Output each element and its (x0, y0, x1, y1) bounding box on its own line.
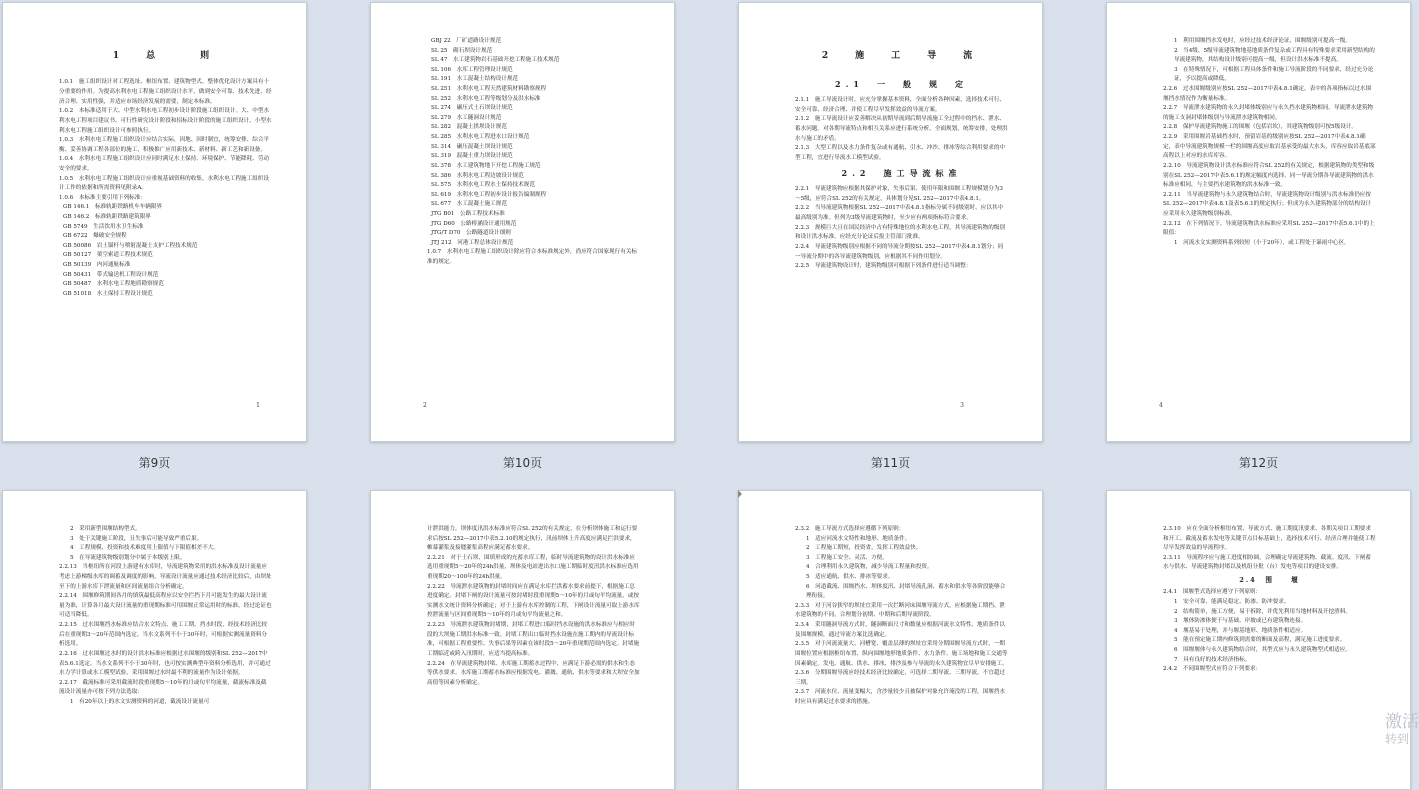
clause-text: 2 采用新型围堰结构型式。 (70, 526, 141, 532)
clause-text: 2 结构简单，施工方便，易于拆除，并优先利用当地材料及开挖渣料。 (1174, 608, 1351, 615)
clause-text: 2.2.2 当导流建筑物根据SL 252—2017中表4.8.1指标分属不同级别时，应以其中最高级别为准。但列为3级导流建筑物时，至少应有两项指标符合要求。 (795, 205, 1004, 222)
clause-text: 2.2.23 导流泄水建筑物封堵期，封堵工程进口临时挡水设施的洪水标准应与相应时段的大坝施工期洪水标准一致。封堵工程出口临时挡水设施在施工期内的导流设计标准，可根据工程重要性、失事后果等因素在该时段5～20年重现期范围内选定。封堵施工期临近或跨入汛期时，应适当提高标准。 (427, 622, 640, 657)
standard-ref-line: SL 274 碾压式土石坝设计规范 (431, 105, 513, 112)
chapter-title: 1 总 则 (112, 51, 219, 61)
standard-ref-line: GBJ 22 厂矿道路设计规范 (431, 38, 502, 44)
standard-ref-line: SL 106 水库工程管理设计规范 (431, 66, 513, 73)
standard-ref-line: JTG D60 公路桥涵设计通用规范 (431, 220, 517, 227)
document-page[interactable] (1106, 2, 1411, 442)
clause-text: 1 利用围堰挡水发电时，应经过技术经济论证，围堰级别可提高一级。 (1174, 38, 1351, 44)
clause-text: 2 当4级、5级导流建筑物地基地质条件复杂或工程具有特殊要求采用新型结构的导流建筑物，其结构设计级别可提高一级，但设计洪水标准不提高。 (1174, 47, 1375, 64)
clause-text: 4 工程规模、投资和技术难度用上限值与下限值相差不大。 (70, 545, 219, 552)
clause-text: 2.4.2 不同围堰型式应符合下列要求： (1163, 666, 1262, 673)
clause-text: 2.3.10 应在全面分析枢纽布置、导流方式、施工期度汛要求、各期关项目工期要求和开工、截流及蓄水发电等关键节点目标基础上，选择技术可行、经济合理并能使工程尽早发挥效益的导流程序。 (1163, 526, 1376, 552)
page-caption[interactable]: 第9页 (138, 456, 171, 470)
clause-text: 1.0.7 水利水电工程施工组织设计除应符合本标准规定外，尚应符合国家现行有关标准的规定。 (427, 249, 638, 266)
page-number: 4 (1159, 401, 1163, 409)
clause-text: 2.2.3 规模巨大且在国民经济中占有特殊地位的水利水电工程，其导流建筑物的级别和设计洪水标准，应经充分论证后报主管部门批准。 (795, 224, 1006, 241)
clause-text: 2.2.15 过水围堰挡水标准应结合水文特点、施工工期、挡水时段，经技术经济比较后在重现期3～20年范围内选定。当水文系列不小于30年时，可根据实测流量资料分析选用。 (59, 622, 267, 648)
clause-text: 2.2.22 导流泄水建筑物的封堵时间应在满足水库拦洪蓄水要求前提下，根据施工总进度确定。封堵下闸的设计流量可按封堵时段重现期5～10年的月或旬平均流量，或按实测水文统计资料分析确定；对于上游有水库控制的工程，下闸设计流量可取上游水库控泄流量与区间重现期5～10年的月或旬平均流量之和。 (427, 583, 640, 619)
standard-ref-line: SL 619 水利水电工程初步设计报告编制规程 (431, 191, 547, 198)
standard-ref-line: SL 252 水利水电工程等级划分及洪水标准 (431, 95, 541, 102)
document-page[interactable] (2, 490, 307, 790)
standard-ref-line: SL 314 碾压混凝土坝设计规范 (431, 143, 513, 150)
standard-ref-line: SL 575 水利水电工程水土保持技术规范 (431, 182, 535, 189)
page-caption[interactable]: 第12页 (1238, 456, 1279, 470)
clause-text: 6 河道截流、围堰挡水、坝体度汛、封堵导流孔洞、蓄水和供水等各阶段能够合理衔接。 (806, 583, 1006, 600)
clause-text: 7 具有良好的技术经济指标。 (1174, 656, 1251, 663)
clause-text: 1.0.2 本标准适用于大、中型水利水电工程初步设计阶段施工组织设计。大、中型水利水电工程项目建议书、可行性研究设计阶段和招标设计阶段的施工组织设计，小型水利水电工程施工组织设计可参照执行。 (59, 108, 272, 134)
clause-text: 5 在导流建筑物级别划分中属于本级别上限。 (70, 554, 186, 561)
clause-text: 3 工程施工安全、灵活、方便。 (806, 554, 888, 561)
clause-text: 2.1.3 大型工程以及水力条件复杂或有通航、引水、冲沙、排冰等综合利用要求的中型工程，宜进行导流水工模型试验。 (795, 145, 1006, 161)
clause-text: 2.3.2 施工导流方式选择应遵循下列原则： (795, 526, 905, 532)
clause-text: 6 围堰堰体与永久建筑物结合时，其型式应与永久建筑物型式相适应。 (1174, 647, 1351, 654)
standard-ref-line: SL 191 水工混凝土结构设计规范 (431, 76, 519, 83)
page-number: 3 (960, 401, 964, 409)
clause-text: 4 堰基易于处理，并与堰基地形、地质条件相适应。 (1174, 627, 1307, 634)
standard-ref-line: SL 251 水利水电工程天然建筑材料勘察规程 (431, 86, 547, 93)
standard-ref-line: SL 25 砌石坝设计规范 (431, 47, 493, 54)
page-caption[interactable]: 第10页 (502, 456, 543, 470)
clause-text: 2.3.6 分期围堰导流应经技术经济比较确定，可选择二期导流、三期导流，不宜超过三期。 (795, 670, 1006, 686)
clause-text: 2.2.5 导流建筑物设计时，建筑物级别可根据下列条件进行适当调整： (795, 263, 972, 270)
standard-ref-line: GB 146.1 标准轨距铁路机车车辆限界 (63, 204, 163, 211)
clause-text: 2 工程施工期短，投资省，发挥工程效益快。 (806, 545, 922, 552)
clause-text: 2.2.17 截流标准可采用截流时段重现期5～10年的月或旬平均流量，截流标准及截流设计流量亦可按下列方法选取： (59, 679, 267, 696)
standard-ref-line: JTG B01 公路工程技术标准 (431, 210, 505, 217)
clause-text: 2.3.3 对于河谷狭窄的坝址宜采用一次拦断河床围堰导流方式，应根据施工期挡、泄水建筑物的不同，合理划分初期、中期和后期导流阶段。 (795, 602, 1006, 619)
clause-text: 1.0.3 水利水电工程施工组织设计应结合实际，因地、因时制宜，统筹安排、综合平衡、妥善协调工程各部位的施工，积极推广应用新技术、新材料、新工艺和新设备。 (59, 137, 270, 153)
standard-ref-line: SL 282 混凝土拱坝设计规范 (431, 124, 507, 131)
clause-text: 2.2.1 导流建筑物应根据其保护对象、失事后果、使用年限和围堰工程规模划分为3～5级，应符合SL 252的有关规定，具体划分见SL 252—2017中表4.8.1。 (795, 186, 1003, 202)
standard-ref-line: SL 279 水工隧洞设计规范 (431, 114, 502, 121)
clause-text: 2.3.11 导流程序应与施工进度相协调，合理确定导流建筑物、截流、度汛、下闸蓄水与供水、导流建筑物封堵以及机组分批（台）发电等项目的建设安排。 (1163, 554, 1371, 571)
clause-text: 2.2.8 保护导流建筑物施工的围堰（包括岩坎），其建筑物级别可按5级设计。 (1163, 124, 1357, 131)
clause-text: 3 在特殊情况下，可根据工程具体条件和施工导流阶段的不同要求，经过充分论证，予以提高或降低。 (1174, 66, 1374, 83)
page-caption[interactable]: 第11页 (870, 456, 911, 470)
clause-text: 1.0.1 施工组织设计对工程选址、枢纽布置、建筑物型式、整体优化设计方案具有十分重要的作用。为提高水利水电工程施工组织设计水平，做到安全可靠、技术先进、经济合理、实用性强，并适应市场经济发展的需要，制定本标准。 (59, 79, 272, 105)
clause-text: 2.2.6 过水围堰级别应按SL 252—2017中表4.8.1确定，表中的各项指标以过水围堰挡水情况作为衡量标准。 (1163, 86, 1372, 102)
standard-ref-line: GB 50487 水利水电工程地质勘察规范 (63, 281, 164, 288)
standard-ref-line: GB 50086 岩土锚杆与喷射混凝土支护工程技术规范 (63, 242, 198, 249)
clause-text: 4 合理利用永久建筑物，减少导流工程量和投资。 (806, 564, 933, 571)
clause-text: 2.1.2 施工导流设计应妥善解决从初期导流到后期导流施工全过程中的挡水、泄水、蓄水问题。对各期导流特点和相互关系应进行系统分析，全面规划，统筹安排，处理洪水与施工的矛盾。 (795, 116, 1008, 142)
watermark-line2: 转到 (1385, 732, 1410, 747)
standard-ref-line: JTG/T D70 公路隧道设计细则 (431, 230, 511, 237)
section-heading: 2.2 施工导流标准 (841, 168, 962, 179)
section-heading: 2.1 一 般 规 定 (835, 79, 968, 90)
clause-text: 2.4.1 围堰型式选择应遵守下列原则： (1163, 589, 1262, 596)
standard-ref-line: GB 146.2 标准轨距铁路建筑限界 (63, 214, 151, 220)
document-page[interactable] (738, 490, 1043, 790)
standard-ref-line: GB 51018 水土保持工程设计规范 (63, 290, 153, 297)
clause-text: 2.2.4 导流建筑物级别应根据不同的导流分期按SL 252—2017中表4.8.1划分；同一导流分期中的各导流建筑物级别，应根据其不同作用划分。 (795, 243, 1004, 260)
page-number: 1 (256, 401, 260, 409)
clause-text: 2.2.7 导流泄水建筑物的永久封堵体级别应与永久挡水建筑物相同。导流泄水建筑物的施工支洞封堵体级别与导流泄水建筑物相同。 (1163, 105, 1374, 121)
standard-ref-line: SL 47 水工建筑物岩石基础开挖工程施工技术规范 (431, 57, 560, 64)
document-page[interactable] (738, 2, 1043, 442)
clause-text: 1.0.5 水利水电工程施工组织设计应重视基础资料的收集。水利水电工程施工组织设计工作的依据和所需资料见附录A。 (59, 175, 270, 192)
clause-text: 2.1.1 施工导流设计时，应充分掌握基本资料，全面分析各种因素，选择技术可行、安全可靠、经济合理、并使工程尽早发挥效益的导流方案。 (795, 97, 1006, 113)
clause-text: 2.2.10 导流建筑物设计洪水标准应符合SL 252的有关规定，根据建筑物的类型和级别在SL 252—2017中表5.6.1的规定幅度内选择。同一导流分期各导流建筑物的洪水标准应相同，与主要挡水建筑物的洪水标准一致。 (1163, 162, 1375, 189)
clause-text: 2.2.11 当导流建筑物与永久建筑物结合时，导流建筑物设计级别与洪水标准仍应按SL 252—2017中表4.8.1及表5.6.1的规定执行；但成为永久建筑物部分的结构设计应采用永久建筑物级别标准。 (1163, 191, 1372, 217)
clause-text: 2.2.16 过水围堰过水时的设计洪水标准应根据过水围堰的级别和SL 252—2017中表5.6.1选定。当水文系列不小于30年时，也可按实测典型年资料分析选用，并可通过水力学计算或水工模型试验，采用围堰过水时最不利的流量作为设计依据。 (59, 650, 271, 677)
standard-ref-line: JTJ 212 河港工程总体设计规范 (431, 239, 514, 246)
clause-text: 2.3.5 对于河流流量大、河槽宽、覆盖层薄的坝址宜采用分期围堰导流方式时，一期围堰位置应根据枢纽布置、纵向围堰地形地质条件、水力条件、施工场地和施工交通等因素确定。发电、通航、供水、排冰、排沙及参与导流的永久建筑物宜尽早安排施工。 (795, 641, 1008, 667)
clause-text: 1.0.6 本标准主要引用下列标准： (59, 194, 146, 201)
watermark-line1: 激活 (1385, 712, 1419, 732)
clause-text: 2.2.9 采用围堰岩基础挡水时，预留岩基的级别应按SL 252—2017中表4.8.1确定，表中导流建筑物规模一栏的围堰高度应取岩基承受的最大水头，库容应取岩基底部高程以上对应的水库库容。 (1163, 134, 1376, 160)
scroll-arrow-icon (738, 490, 742, 498)
clause-text: 2.3.7 河流水位、流量变幅大，含沙量较少且被保护对象允许淹没的工程，围堰挡水时应具有满足过水要求的措施。 (795, 689, 1006, 705)
clause-text: 1 有20年以上的水文实测资料的河道，截流设计流量可 (70, 698, 210, 705)
section-heading: 2.4 围 堰 (1239, 576, 1300, 585)
standard-ref-line: GB 50127 架空索道工程技术规范 (63, 252, 153, 259)
document-page[interactable] (1106, 490, 1419, 790)
clause-text: 3 堰体防渗体便于与基础、岸坡或已有建筑物连接。 (1174, 618, 1307, 625)
activation-watermark (1385, 712, 1419, 747)
clause-text: 5 适应通航、供水、排冰等要求。 (806, 574, 894, 581)
clause-text: 2.3.4 采用隧洞导流方式时，隧洞断面尺寸和数量应根据河流水文特性、地质条件以及围堰规模，通过导流方案比选确定。 (795, 622, 1006, 638)
clause-text: 计泄洪能力，坝体度汛洪水标准应符合SL 252的有关规定，在分析坝体施工和运行要求后按SL 252—2017中表5.2.10的规定执行，汛前坝体上升高度应满足拦洪要求，帷幕灌浆及接缝灌浆高程应满足蓄水要求。 (427, 526, 638, 552)
clause-text: 1 河流水文实测资料系列较短（小于20年），或工程处于暴雨中心区。 (1174, 239, 1350, 246)
clause-text: 1.0.4 水利水电工程施工组织设计应同时满足水土保持、环境保护、节能降耗、劳动安全的要求。 (59, 156, 270, 172)
standard-ref-line: GB 50139 内河通航标准 (63, 262, 131, 269)
clause-text: 3 处于关键施工阶段，且失事后可能导致严重后果。 (70, 535, 203, 542)
clause-text: 1 适应河流水文特性和地形、地质条件。 (806, 535, 911, 542)
standard-ref-line: SL 378 水工建筑物地下开挖工程施工规范 (431, 162, 541, 169)
document-page[interactable] (2, 2, 307, 442)
standard-ref-line: SL 319 混凝土重力坝设计规范 (431, 153, 513, 160)
standard-ref-line: GB 6722 爆破安全规程 (63, 233, 127, 240)
clause-text: 2.2.14 围堰修筑期间各月的填筑最低高程应以安全拦挡下月可能发生的最大设计流量为准，计算各月最大设计流量的重现期标准可用围堰正常运用时的标准，经过论证也可适当降低。 (59, 593, 272, 619)
standard-ref-line: SL 677 水工混凝土施工规范 (431, 201, 507, 208)
standard-ref-line: GB 5749 生活饮用水卫生标准 (63, 223, 144, 230)
clause-text: 5 能在预定施工期内修筑到需要的断面及高程，满足施工进度要求。 (1174, 637, 1346, 644)
document-page[interactable] (370, 490, 675, 790)
chapter-title: 2 施 工 导 流 (821, 51, 982, 61)
clause-text: 2.2.24 在导流建筑物封堵、水库施工期蓄水过程中，应满足下游必需的供水和生态等供水要求。水库施工期蓄水标准应根据发电、灌溉、通航、供水等要求和大坝安全加高值等因素分析确定。 (427, 660, 640, 686)
clause-text: 2.2.21 对于土石坝、围填形成的充蓄水库工程，临时导流建筑物的设计洪水标准应选用重现期5～20年的24h洪量，坝体及电站进出水口施工期临时度汛洪水标准应选用重现期20～100年的24h洪量。 (427, 554, 639, 581)
page-number: 2 (423, 401, 427, 409)
standard-ref-line: SL 285 水利水电工程进水口设计规范 (431, 134, 530, 141)
standard-ref-line: GB 50431 带式输送机工程设计规范 (63, 271, 159, 278)
standard-ref-line: SL 386 水利水电工程边坡设计规范 (431, 172, 524, 179)
clause-text: 1 安全可靠，能满足稳定、防渗、防冲要求。 (1174, 598, 1290, 605)
document-page[interactable] (370, 2, 675, 442)
clause-text: 2.2.12 在下列情况下，导流建筑物洪水标准应采用SL 252—2017中表5.6.1中的上限值： (1163, 220, 1375, 237)
clause-text: 2.2.13 当枢纽所在河段上游建有水库时，导流建筑物采用的洪水标准及设计流量应考虑上游梯级水库的调蓄及调度的影响，导流设计流量应通过技术经济比较后，由坝址至下的上游水库下泄流量和区间流量组合分析确定。 (59, 564, 272, 590)
